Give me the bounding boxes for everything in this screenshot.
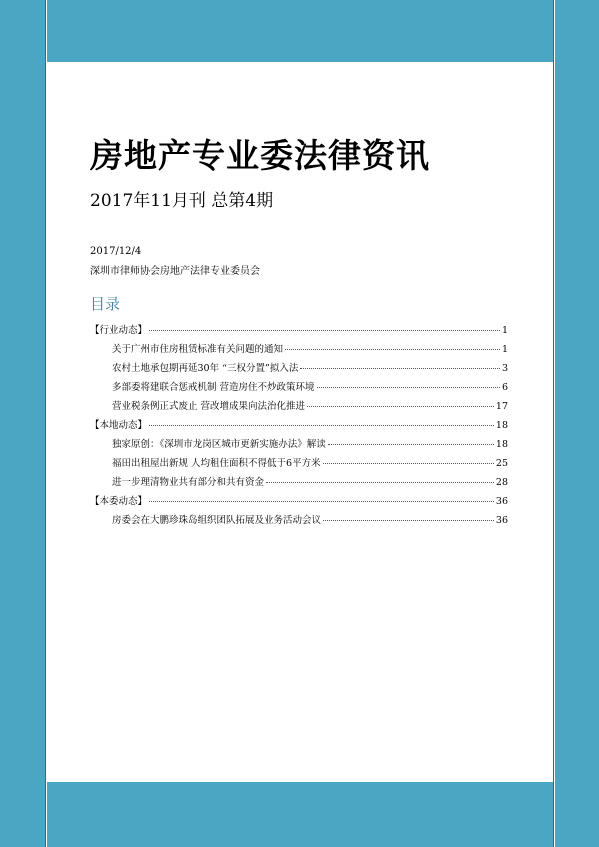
toc-entry-page: 3: [501, 363, 508, 374]
toc-entry-page: 1: [501, 325, 508, 336]
toc-leader: [307, 394, 494, 407]
toc-entry-text: 【本地动态】: [90, 420, 148, 431]
toc-entry-page: 36: [495, 496, 508, 507]
table-of-contents: [90, 320, 508, 529]
top-banner: [47, 0, 553, 62]
toc-entry-page: 6: [501, 382, 508, 393]
issue-line: 2017年11月刊 总第4期: [90, 191, 274, 211]
toc-leader: [300, 356, 500, 369]
frame-divider-left: [45, 0, 46, 847]
toc-entry-text: 福田出租屋出新规 人均租住面积不得低于6平方米: [112, 458, 321, 469]
toc-entry-page: 1: [501, 344, 508, 355]
toc-entry-page: 18: [495, 420, 508, 431]
bottom-banner: [47, 782, 553, 847]
organization-name: 深圳市律师协会房地产法律专业委员会: [90, 266, 260, 277]
toc-entry-text: 农村土地承包期再延30年 “三权分置”拟入法: [112, 363, 299, 374]
toc-leader: [317, 375, 500, 388]
toc-entry-page: 25: [495, 458, 508, 469]
toc-heading: 目录: [90, 295, 121, 313]
toc-entry-text: 【行业动态】: [90, 325, 148, 336]
toc-entry-page: 17: [495, 401, 508, 412]
document-page: [47, 0, 553, 847]
toc-leader: [149, 413, 494, 426]
toc-entry-text: 房委会在大鹏珍珠岛组织团队拓展及业务活动会议: [112, 515, 322, 526]
toc-entry-text: 多部委将建联合惩戒机制 营造房住不炒政策环境: [112, 382, 315, 393]
toc-entry-page: 36: [495, 515, 508, 526]
toc-entry-text: 营业税条例正式废止 营改增成果向法治化推进: [112, 401, 306, 412]
toc-leader: [285, 337, 500, 350]
publish-date: 2017/12/4: [90, 246, 142, 257]
right-frame-strip: [555, 0, 599, 847]
toc-leader: [328, 432, 494, 445]
toc-entry[interactable]: [90, 510, 508, 529]
toc-leader: [323, 508, 494, 521]
toc-entry-page: 18: [495, 439, 508, 450]
toc-leader: [323, 451, 494, 464]
frame-divider-right: [553, 0, 554, 847]
left-frame-strip: [0, 0, 45, 847]
toc-leader: [149, 489, 494, 502]
toc-leader: [149, 318, 500, 331]
toc-entry-text: 关于广州市住房租赁标准有关问题的通知: [112, 344, 284, 355]
toc-entry-text: 独家原创：《深圳市龙岗区城市更新实施办法》解读: [112, 439, 326, 450]
toc-entry-text: 进一步理清物业共有部分和共有资金: [112, 477, 265, 488]
toc-entry-text: 【本委动态】: [90, 496, 148, 507]
document-title: 房地产专业委法律资讯: [90, 136, 430, 175]
toc-entry-page: 28: [495, 477, 508, 488]
toc-leader: [266, 470, 494, 483]
